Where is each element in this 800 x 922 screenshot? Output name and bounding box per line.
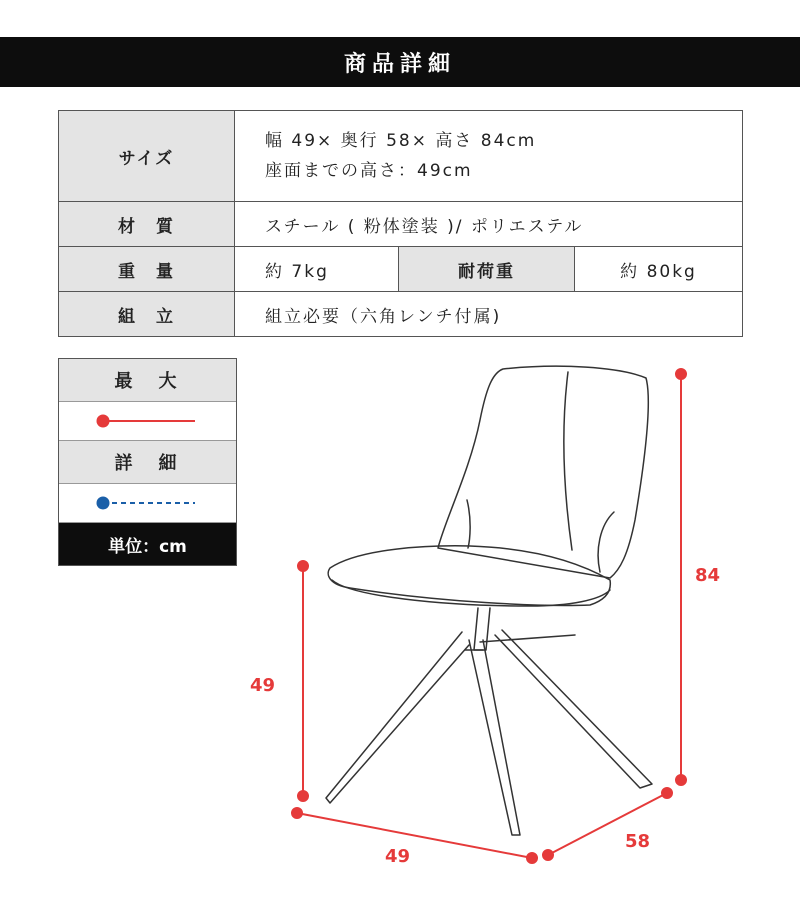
unit-label: 単位：cm	[59, 523, 236, 565]
width-dimension-label: 49	[385, 846, 411, 867]
legend-max-label: 最 大	[59, 359, 236, 402]
seat-height-dimension-label: 49	[250, 675, 276, 696]
assembly-value: 組立必要（六角レンチ付属)	[235, 292, 743, 337]
size-label: サイズ	[59, 111, 235, 202]
section-title: 商品詳細	[343, 51, 456, 77]
chair-outline	[326, 366, 652, 835]
legend-detail-label: 詳 細	[59, 441, 236, 484]
load-value: 約 80kg	[575, 247, 743, 292]
weight-label: 重 量	[59, 247, 235, 292]
depth-dimension-label: 58	[625, 831, 651, 852]
weight-value: 約 7kg	[235, 247, 399, 292]
size-line2: 座面までの高さ：49cm	[265, 161, 473, 181]
material-label: 材 質	[59, 202, 235, 247]
size-line1: 幅 49× 奥行 58× 高さ 84cm	[265, 131, 537, 151]
load-label: 耐荷重	[399, 247, 575, 292]
assembly-label: 組 立	[59, 292, 235, 337]
height-dimension-label: 84	[695, 565, 721, 586]
material-value: スチール ( 粉体塗装 )/ ポリエステル	[235, 202, 743, 247]
